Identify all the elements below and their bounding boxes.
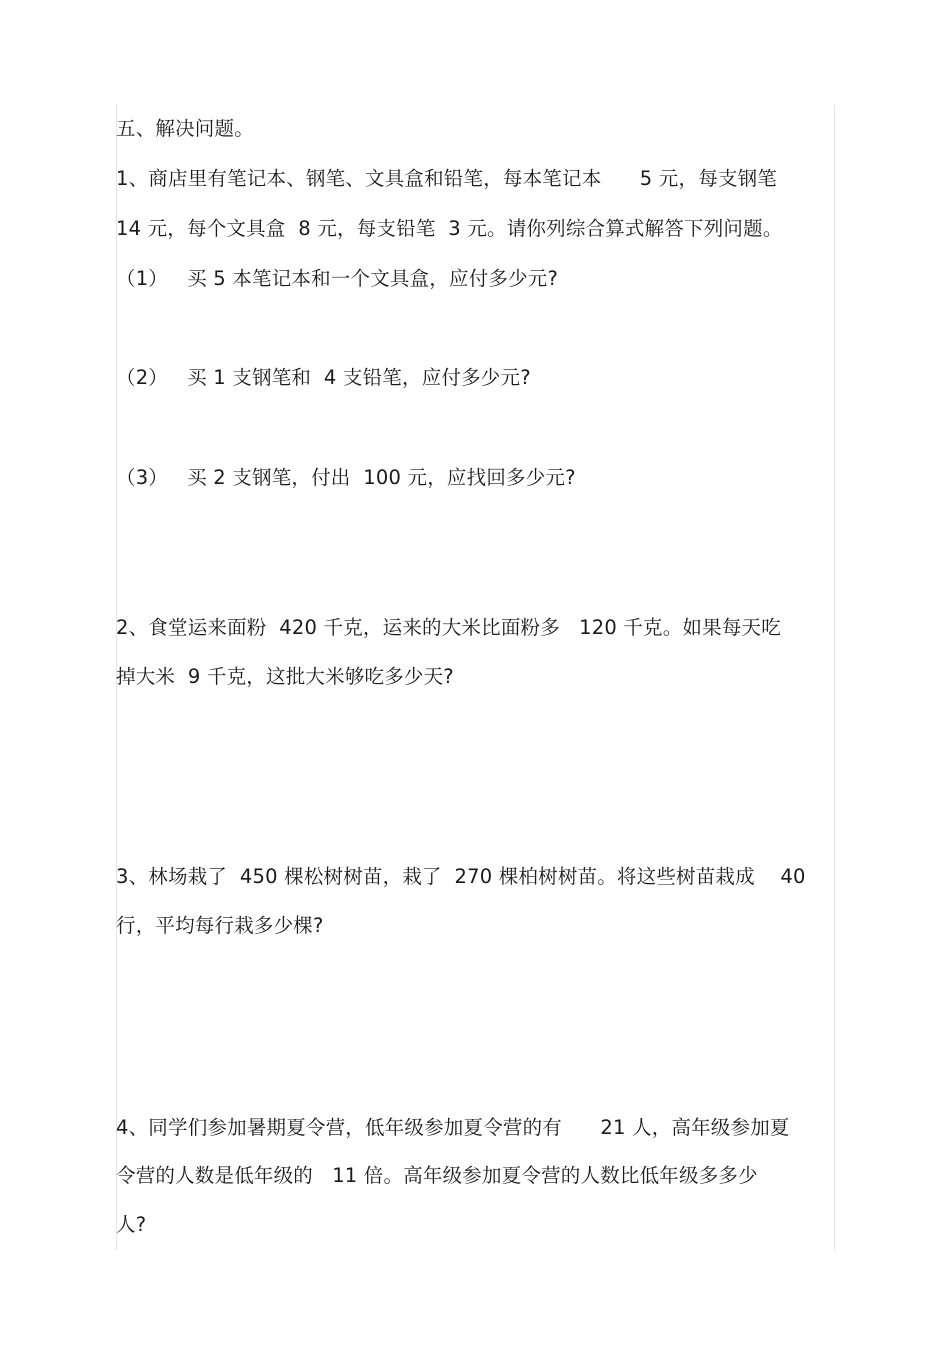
- q4-line-1: 4、同学们参加暑期夏令营，低年级参加夏令营的有 21 人，高年级参加夏: [116, 1116, 790, 1139]
- q1-sub-question-1: （1） 买 5 本笔记本和一个文具盒，应付多少元?: [116, 267, 559, 290]
- q4-line-3: 人?: [116, 1213, 147, 1236]
- q1-sub-question-3: （3） 买 2 支钢笔，付出 100 元，应找回多少元?: [116, 466, 576, 489]
- right-margin-rule: [834, 105, 835, 1250]
- q1-line-2: 14 元，每个文具盒 8 元，每支铅笔 3 元。请你列综合算式解答下列问题。: [116, 217, 783, 240]
- q2-line-1: 2、食堂运来面粉 420 千克，运来的大米比面粉多 120 千克。如果每天吃: [116, 616, 781, 639]
- q3-line-1: 3、林场栽了 450 棵松树树苗，栽了 270 棵柏树树苗。将这些树苗栽成 40: [116, 865, 806, 888]
- q3-line-2: 行，平均每行栽多少棵?: [116, 914, 324, 937]
- q1-sub-question-2: （2） 买 1 支钢笔和 4 支铅笔，应付多少元?: [116, 366, 531, 389]
- section-title: 五、解决问题。: [116, 117, 254, 140]
- q1-line-1: 1、商店里有笔记本、钢笔、文具盒和铅笔，每本笔记本 5 元，每支钢笔: [116, 167, 778, 190]
- q4-line-2: 令营的人数是低年级的 11 倍。高年级参加夏令营的人数比低年级多多少: [116, 1164, 758, 1187]
- q2-line-2: 掉大米 9 千克，这批大米够吃多少天?: [116, 665, 454, 688]
